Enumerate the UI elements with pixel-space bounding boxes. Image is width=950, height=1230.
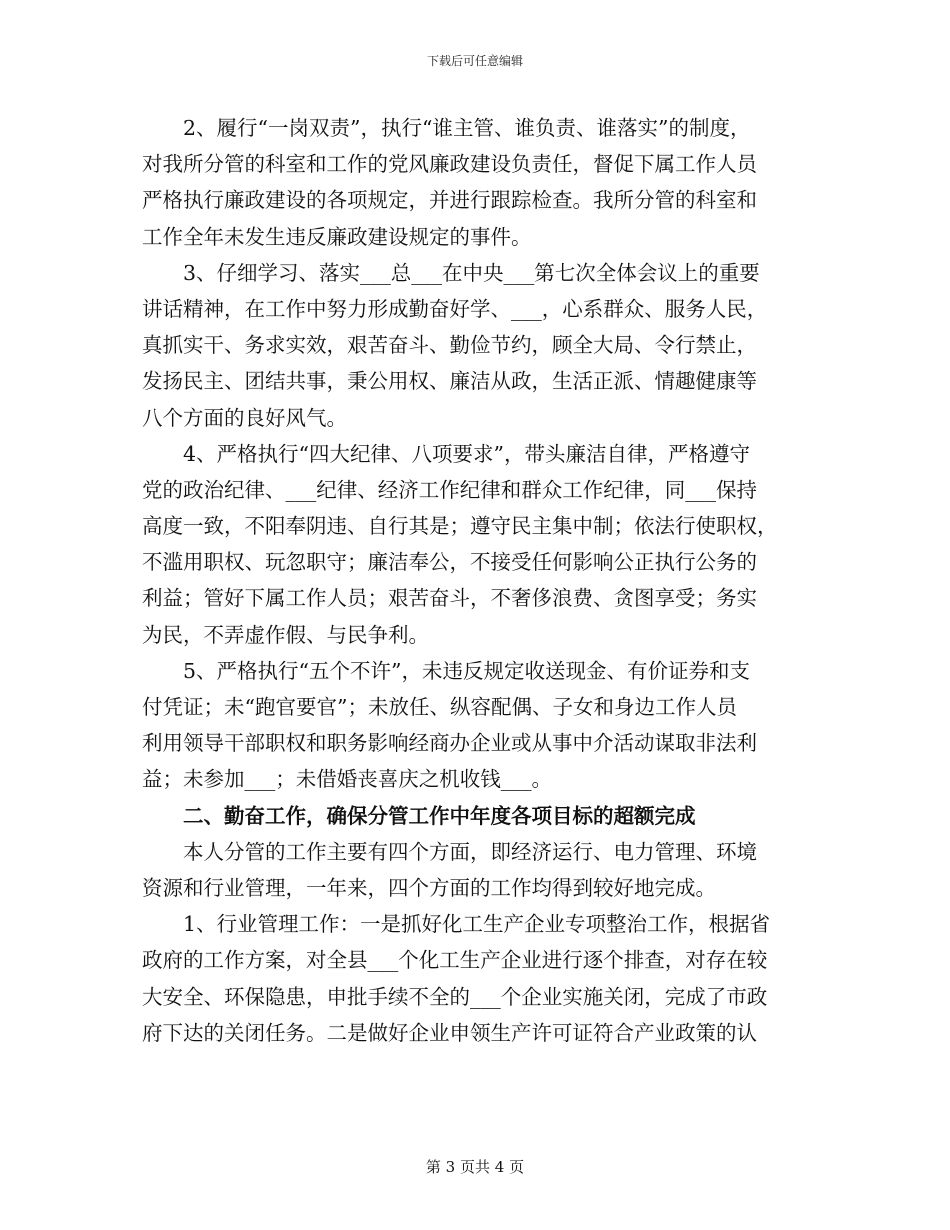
- text-line: 政府的工作方案，对全县___个化工生产企业进行逐个排查，对存在较: [142, 948, 768, 973]
- text-line: 发扬民主、团结共事，秉公用权、廉洁从政，生活正派、情趣健康等: [142, 369, 757, 394]
- text-line: 本人分管的工作主要有四个方面，即经济运行、电力管理、环境: [142, 839, 757, 864]
- text-line: 4、严格执行“四大纪律、八项要求”，带头廉洁自律，严格遵守: [142, 441, 751, 466]
- text-line: 1、行业管理工作：一是抓好化工生产企业专项整治工作，根据省: [142, 912, 771, 937]
- text-line: 不滥用职权、玩忽职守；廉洁奉公，不接受任何影响公正执行公务的: [142, 550, 757, 575]
- text-line: 真抓实干、务求实效，艰苦奋斗、勤俭节约，顾全大局、令行禁止，: [142, 333, 757, 358]
- text-line: 党的政治纪律、___纪律、经济工作纪律和群众工作纪律，同___保持: [142, 477, 757, 502]
- text-line: 3、仔细学习、落实___总___在中央___第七次全体会议上的重要: [142, 260, 760, 285]
- text-line: 高度一致，不阳奉阴违、自行其是；遵守民主集中制；依法行使职权，: [142, 514, 778, 539]
- text-line: 2、履行“一岗双责”，执行“谁主管、谁负责、谁落实”的制度，: [142, 116, 751, 140]
- text-line: 对我所分管的科室和工作的党风廉政建设负责任，督促下属工作人员: [142, 152, 757, 177]
- text-line: 付凭证；未“跑官要官”；未放任、纵容配偶、子女和身边工作人员: [142, 695, 737, 719]
- text-line: 工作全年未发生违反廉政建设规定的事件。: [142, 224, 532, 249]
- section-heading: 二、勤奋工作，确保分管工作中年度各项目标的超额完成: [142, 803, 696, 828]
- text-line: 利用领导干部职权和职务影响经商办企业或从事中介活动谋取非法利: [142, 731, 757, 756]
- page-header: 下载后可任意编辑: [426, 54, 523, 68]
- text-line: 利益；管好下属工作人员；艰苦奋斗，不奢侈浪费、贪图享受；务实: [142, 586, 757, 611]
- text-line: 资源和行业管理，一年来，四个方面的工作均得到较好地完成。: [142, 875, 716, 900]
- text-line: 益；未参加___；未借婚丧喜庆之机收钱___。: [142, 767, 552, 792]
- text-line: 5、严格执行“五个不许”，未违反规定收送现金、有价证券和支: [142, 658, 751, 683]
- text-line: 八个方面的良好风气。: [142, 405, 347, 430]
- text-line: 为民，不弄虚作假、与民争利。: [142, 622, 429, 647]
- text-line: 府下达的关闭任务。二是做好企业申领生产许可证符合产业政策的认: [142, 1020, 757, 1045]
- text-line: 讲话精神，在工作中努力形成勤奋好学、___，心系群众、服务人民，: [142, 296, 768, 321]
- document-body: [142, 110, 822, 1051]
- text-line: 严格执行廉政建设的各项规定，并进行跟踪检查。我所分管的科室和: [142, 188, 757, 213]
- page-footer: 第 3 页共 4 页: [425, 1158, 525, 1176]
- text-line: 大安全、环保隐患，申批手续不全的___个企业实施关闭，完成了市政: [142, 984, 768, 1009]
